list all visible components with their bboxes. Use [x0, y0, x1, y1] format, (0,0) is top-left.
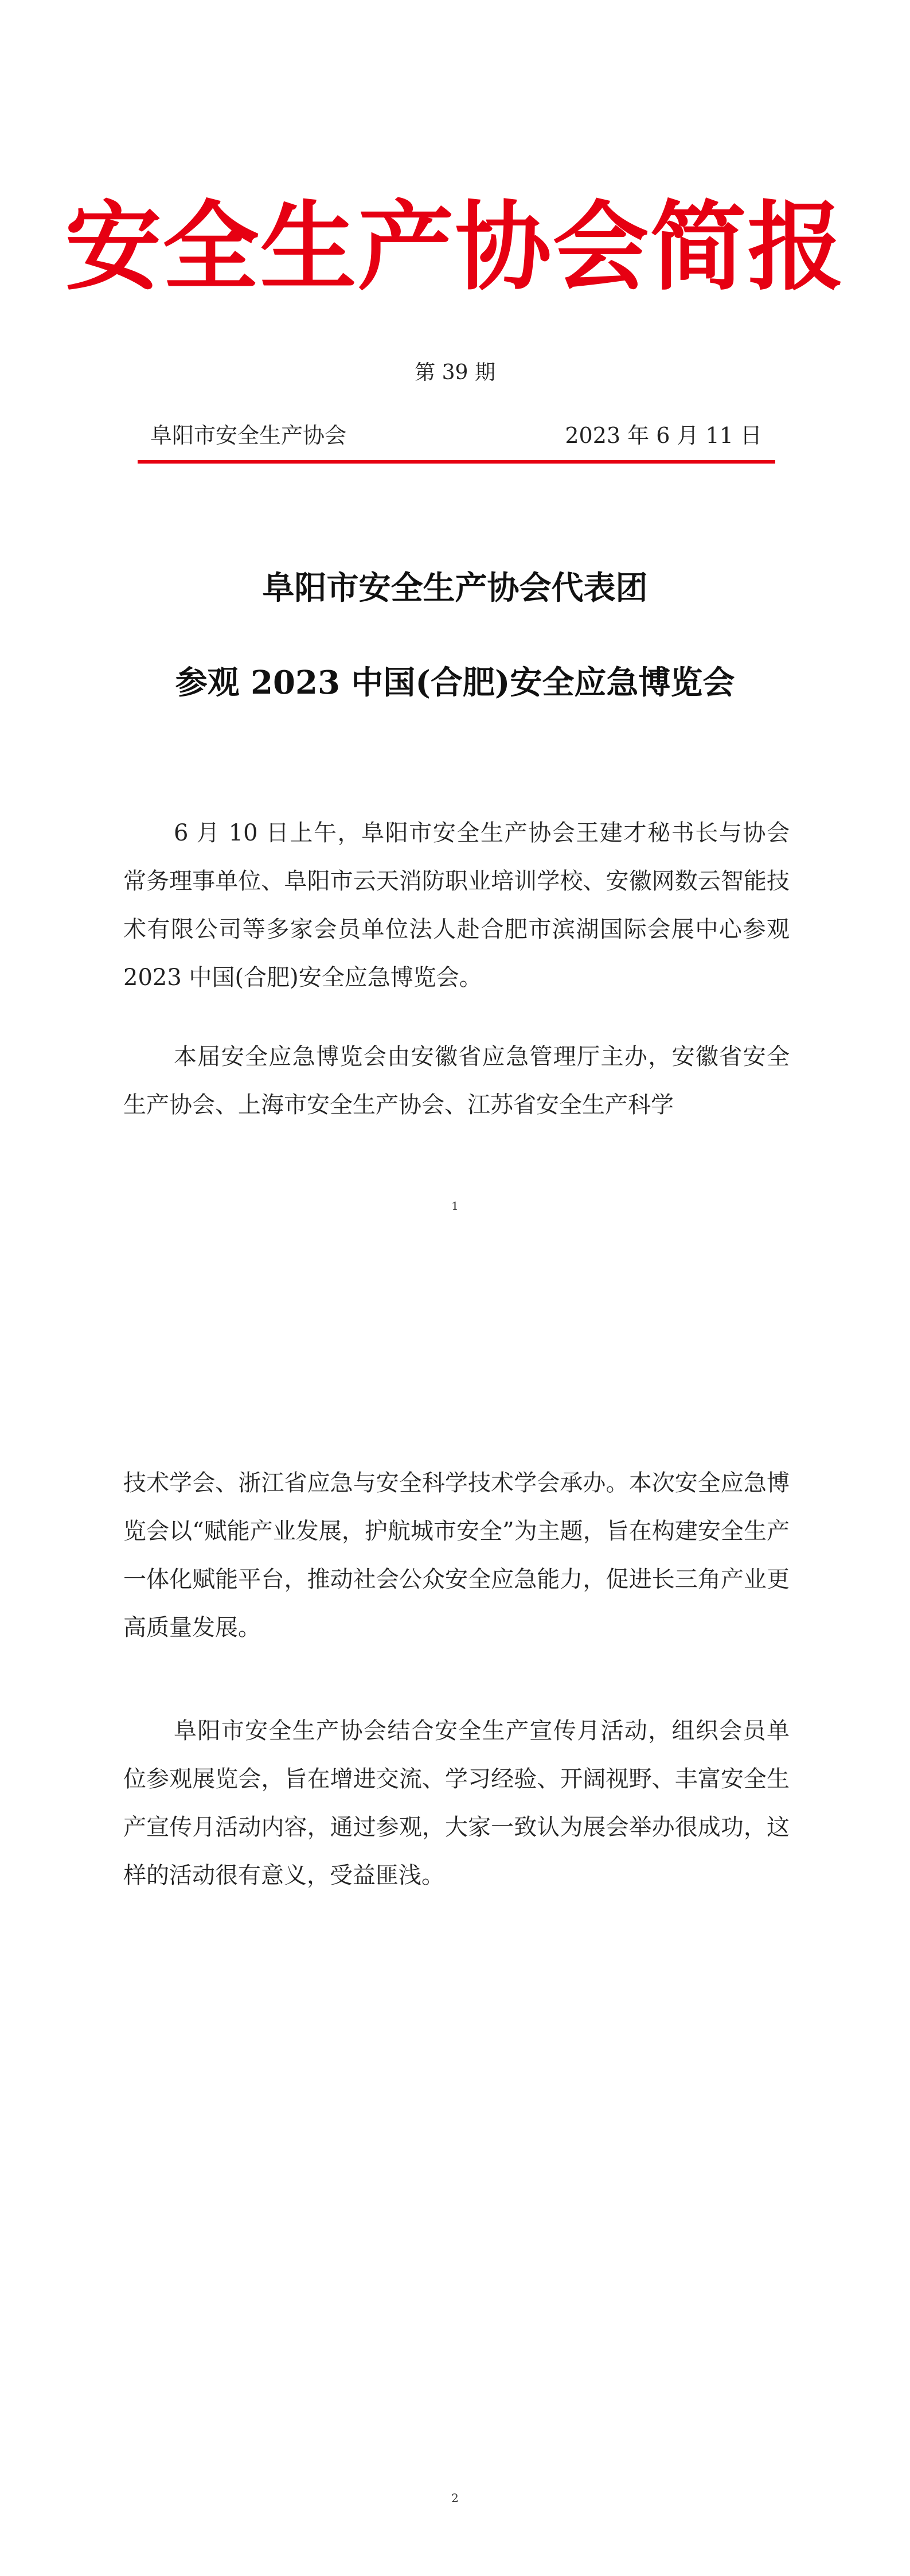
article-title-line-1: 阜阳市安全生产协会代表团: [262, 569, 648, 607]
page-number-2: 2: [451, 2491, 459, 2505]
article-paragraph-3: 阜阳市安全生产协会结合安全生产宣传月活动，组织会员单位参观展览会，旨在增进交流、学习经验、开阔视野、丰富安全生产宣传月活动内容，通过参观，大家一致认为展会举办很成功，这样的活动很有意义，受益匪浅。: [123, 1718, 790, 1889]
article-title-line-2: 参观 2023 中国(合肥)安全应急博览会: [175, 664, 735, 702]
newsletter-masthead: 安全生产协会简报: [65, 190, 845, 303]
issue-date: 2023 年 6 月 11 日: [565, 423, 762, 448]
header-divider: [138, 460, 775, 464]
page-number-1: 1: [451, 1199, 459, 1213]
issue-number: 第 39 期: [415, 361, 495, 384]
issuing-organization: 阜阳市安全生产协会: [150, 423, 347, 448]
article-paragraph-1: 6 月 10 日上午，阜阳市安全生产协会王建才秘书长与协会常务理事单位、阜阳市云天消防职业培训学校、安徽网数云智能技术有限公司等多家会员单位法人赴合肥市滨湖国际会展中心参观 2023 中国(合肥)安全应急博览会。: [123, 820, 790, 991]
article-paragraph-2-continued: 技术学会、浙江省应急与安全科学技术学会承办。本次安全应急博览会以“赋能产业发展，护航城市安全”为主题，旨在构建安全生产一体化赋能平台，推动社会公众安全应急能力，促进长三角产业更高质量发展。: [123, 1470, 790, 1641]
article-paragraph-2-start: 本届安全应急博览会由安徽省应急管理厅主办，安徽省安全生产协会、上海市安全生产协会、江苏省安全生产科学: [123, 1044, 790, 1118]
document-page-2: [0, 1288, 910, 2576]
